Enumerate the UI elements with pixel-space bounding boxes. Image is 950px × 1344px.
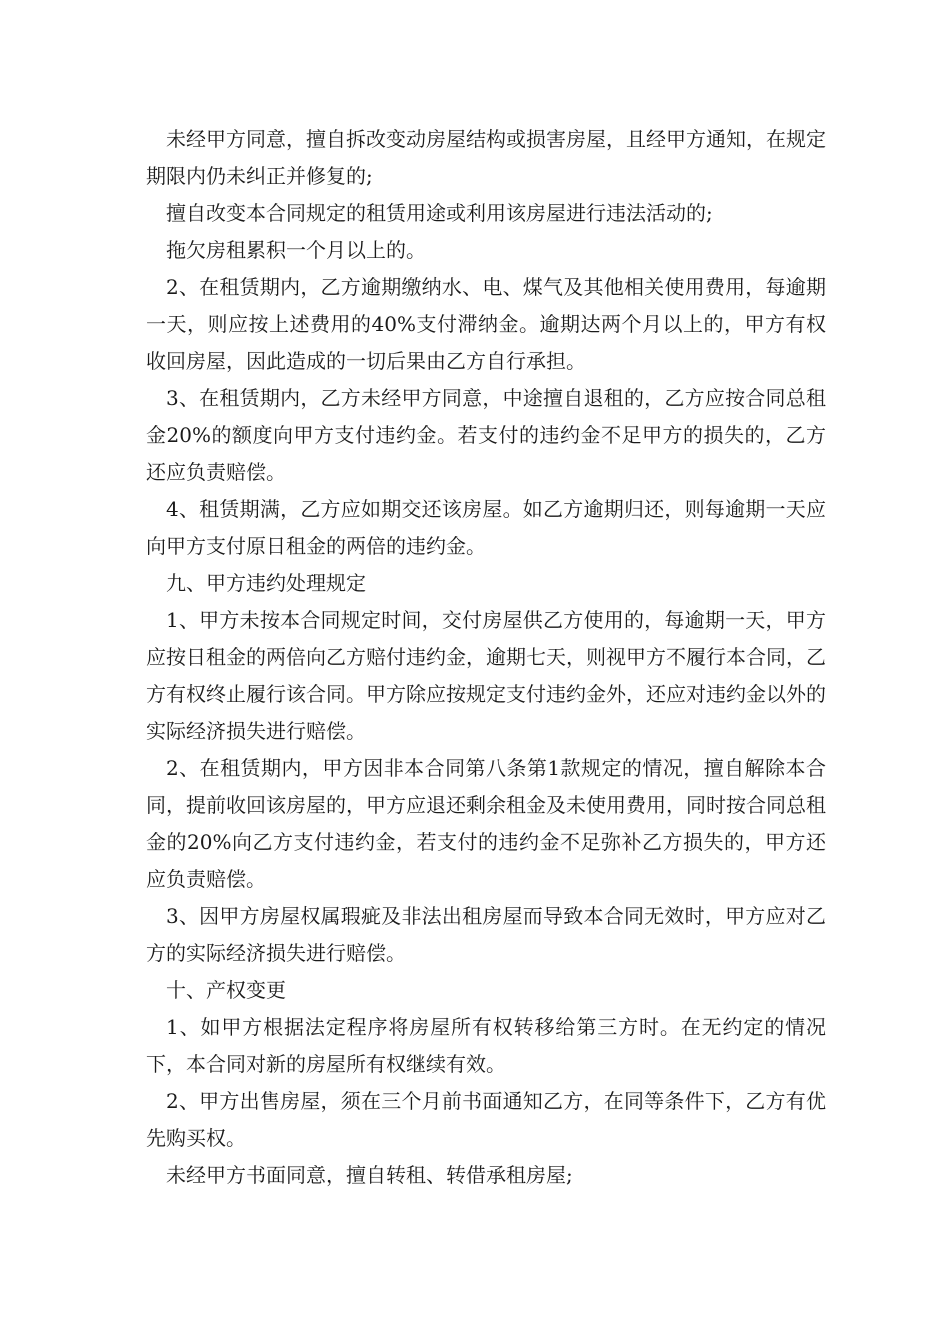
paragraph-2: 擅自改变本合同规定的租赁用途或利用该房屋进行违法活动的; — [166, 201, 713, 225]
paragraph-11: 2、甲方出售房屋，须在三个月前书面通知乙方，在同等条件下，乙方有优先购买权。 — [146, 1089, 826, 1150]
paragraph-3: 拖欠房租累积一个月以上的。 — [166, 238, 426, 262]
paragraph-4: 2、在租赁期内，乙方逾期缴纳水、电、煤气及其他相关使用费用，每逾期一天，则应按上述费用的40%支付滞纳金。逾期达两个月以上的，甲方有权收回房屋，因此造成的一切后果由乙方自行承担。 — [146, 275, 826, 373]
paragraph-10: 1、如甲方根据法定程序将房屋所有权转移给第三方时。在无约定的情况下，本合同对新的房屋所有权继续有效。 — [146, 1015, 826, 1076]
paragraph-7: 1、甲方未按本合同规定时间，交付房屋供乙方使用的，每逾期一天，甲方应按日租金的两倍向乙方赔付违约金，逾期七天，则视甲方不履行本合同，乙方有权终止履行该合同。甲方除应按规定支付违约金外，还应对违约金以外的实际经济损失进行赔偿。 — [146, 608, 826, 743]
paragraph-12: 未经甲方书面同意，擅自转租、转借承租房屋; — [166, 1163, 573, 1187]
paragraph-6: 4、租赁期满，乙方应如期交还该房屋。如乙方逾期归还，则每逾期一天应向甲方支付原日租金的两倍的违约金。 — [146, 497, 826, 558]
paragraph-8: 2、在租赁期内，甲方因非本合同第八条第1款规定的情况，擅自解除本合同，提前收回该房屋的，甲方应退还剩余租金及未使用费用，同时按合同总租金的20%向乙方支付违约金，若支付的违约金不足弥补乙方损失的，甲方还应负责赔偿。 — [146, 756, 826, 891]
paragraph-9: 3、因甲方房屋权属瑕疵及非法出租房屋而导致本合同无效时，甲方应对乙方的实际经济损失进行赔偿。 — [146, 904, 826, 965]
section-heading-9: 九、甲方违约处理规定 — [166, 571, 366, 595]
paragraph-1: 未经甲方同意，擅自拆改变动房屋结构或损害房屋，且经甲方通知，在规定期限内仍未纠正并修复的; — [146, 127, 826, 188]
paragraph-5: 3、在租赁期内，乙方未经甲方同意，中途擅自退租的，乙方应按合同总租金20%的额度向甲方支付违约金。若支付的违约金不足甲方的损失的，乙方还应负责赔偿。 — [146, 386, 826, 484]
document-body — [146, 121, 826, 1194]
section-heading-10: 十、产权变更 — [166, 978, 286, 1002]
